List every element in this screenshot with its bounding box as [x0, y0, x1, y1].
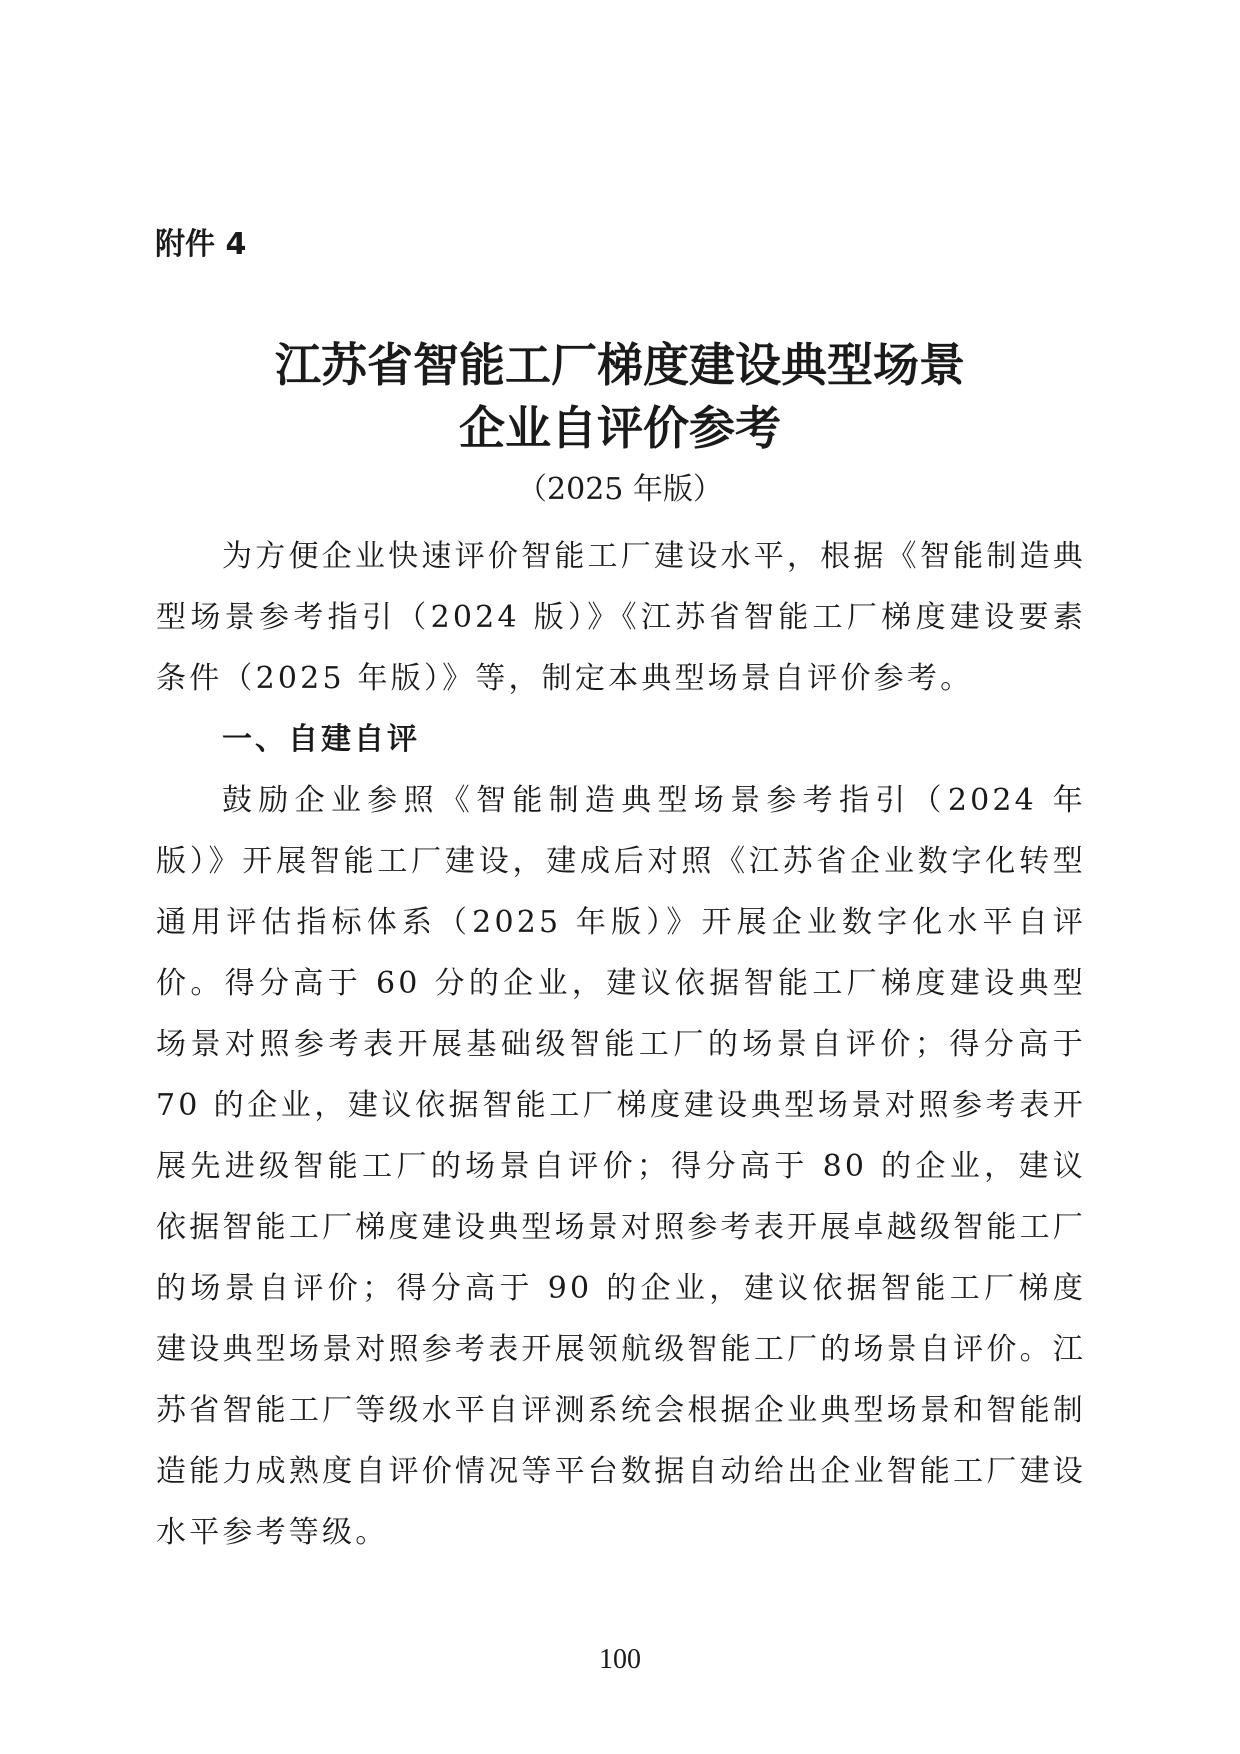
- page-number: 100: [599, 1644, 641, 1675]
- document-title-line-1: 江苏省智能工厂梯度建设典型场景: [275, 338, 965, 392]
- document-subtitle: （2025 年版）: [517, 472, 723, 507]
- attachment-label: 附件 4: [155, 227, 247, 262]
- section-paragraph: 鼓励企业参照《智能制造典型场景参考指引（2024 年版）》开展智能工厂建设，建成后对照《江苏省企业数字化转型通用评估指标体系（2025 年版）》开展企业数字化水平自评价。得分高于 60 分的企业，建议依据智能工厂梯度建设典型场景对照参考表开展基础级智能工厂的场景自评价；得分高于 70 的企业，建议依据智能工厂梯度建设典型场景对照参考表开展先进级智能工厂的场景自评价；得分高于 80 的企业，建议依据智能工厂梯度建设典型场景对照参考表开展卓越级智能工厂的场景自评价；得分高于 90 的企业，建议依据智能工厂梯度建设典型场景对照参考表开展领航级智能工厂的场景自评价。江苏省智能工厂等级水平自评测系统会根据企业典型场景和智能制造能力成熟度自评价情况等平台数据自动给出企业智能工厂建设水平参考等级。: [156, 783, 1086, 1550]
- document-title-line-2: 企业自评价参考: [459, 401, 781, 455]
- intro-paragraph: 为方便企业快速评价智能工厂建设水平，根据《智能制造典型场景参考指引（2024 版）》《江苏省智能工厂梯度建设要素条件（2025 年版）》等，制定本典型场景自评价参考。: [156, 539, 1086, 696]
- section-heading: 一、自建自评: [222, 722, 420, 757]
